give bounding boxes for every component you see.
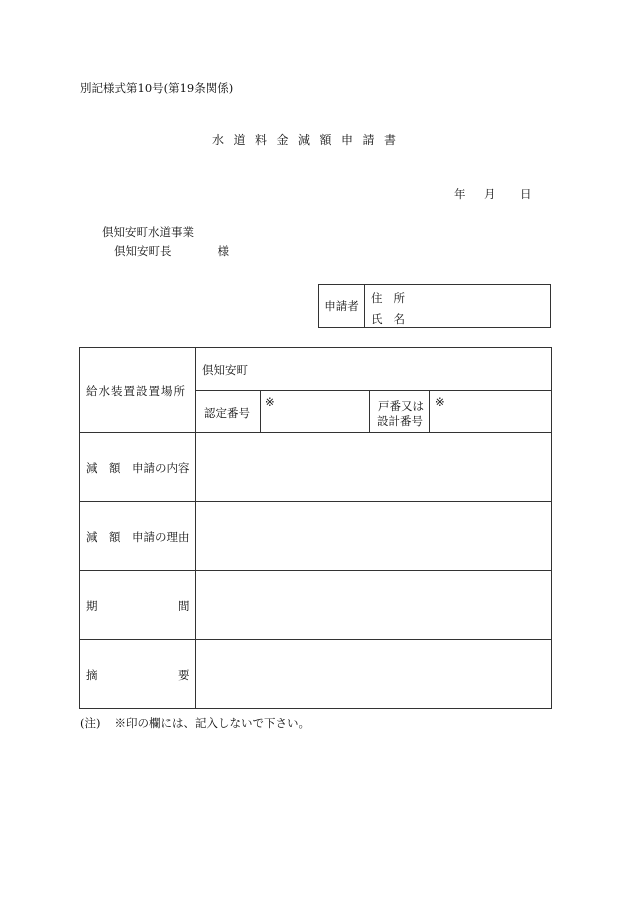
location-subdivider bbox=[195, 390, 551, 391]
footnote bbox=[80, 715, 310, 731]
content-label-b: 額 bbox=[109, 461, 121, 475]
reason-label-c: 申請の理由 bbox=[132, 530, 190, 544]
period-label-a: 期 bbox=[86, 599, 98, 613]
summary-label-b: 要 bbox=[178, 668, 190, 682]
period-label-b: 間 bbox=[178, 599, 190, 613]
summary-input-area[interactable] bbox=[200, 645, 546, 703]
day-label: 日 bbox=[520, 187, 532, 201]
row-divider-3 bbox=[80, 570, 551, 571]
period-input-area[interactable] bbox=[200, 576, 546, 634]
month-label: 月 bbox=[484, 187, 496, 201]
house-number-label-2: 設計番号 bbox=[377, 414, 423, 428]
reason-input-area[interactable] bbox=[200, 507, 546, 565]
applicant-name-row[interactable] bbox=[371, 311, 405, 327]
cert-divider bbox=[260, 390, 261, 432]
house-number-label-1: 戸番又は bbox=[378, 399, 424, 413]
name-label-b: 名 bbox=[393, 312, 405, 326]
content-label-a: 減 bbox=[86, 461, 98, 475]
content-label-c: 申請の内容 bbox=[132, 461, 190, 475]
row-divider-1 bbox=[80, 432, 551, 433]
form-title: 水道料金減額申請書 bbox=[212, 133, 406, 147]
footnote-prefix: (注) bbox=[80, 716, 101, 730]
address-label-b: 所 bbox=[393, 291, 405, 305]
house-label-right-divider bbox=[429, 390, 430, 432]
applicant-address-row[interactable] bbox=[371, 290, 405, 306]
honorific: 様 bbox=[217, 244, 229, 258]
reason-label-b: 額 bbox=[109, 530, 121, 544]
content-input-area[interactable] bbox=[200, 438, 546, 496]
addressee-org: 倶知安町水道事業 bbox=[102, 225, 194, 239]
cert-number-mark: ※ bbox=[265, 395, 275, 409]
label-column-divider bbox=[195, 348, 196, 708]
addressee-title: 倶知安町長 bbox=[114, 244, 172, 258]
summary-label-a: 摘 bbox=[86, 668, 98, 682]
date-line bbox=[454, 186, 532, 202]
location-label: 給水装置設置場所 bbox=[86, 384, 186, 398]
house-number-mark: ※ bbox=[435, 395, 445, 409]
row-divider-4 bbox=[80, 639, 551, 640]
row-divider-2 bbox=[80, 501, 551, 502]
house-label-left-divider bbox=[369, 390, 370, 432]
year-label: 年 bbox=[454, 187, 466, 201]
application-table bbox=[79, 347, 552, 709]
town-name[interactable]: 倶知安町 bbox=[202, 363, 248, 377]
name-label-a: 氏 bbox=[371, 312, 383, 326]
cert-number-label: 認定番号 bbox=[204, 406, 250, 420]
reason-label-a: 減 bbox=[86, 530, 98, 544]
applicant-box bbox=[318, 284, 551, 328]
applicant-label: 申請者 bbox=[319, 285, 365, 327]
footnote-text: ※印の欄には、記入しないで下さい。 bbox=[114, 716, 310, 730]
addressee-mayor bbox=[114, 243, 229, 259]
address-label-a: 住 bbox=[371, 291, 383, 305]
form-number: 別記様式第10号(第19条関係) bbox=[80, 81, 234, 95]
